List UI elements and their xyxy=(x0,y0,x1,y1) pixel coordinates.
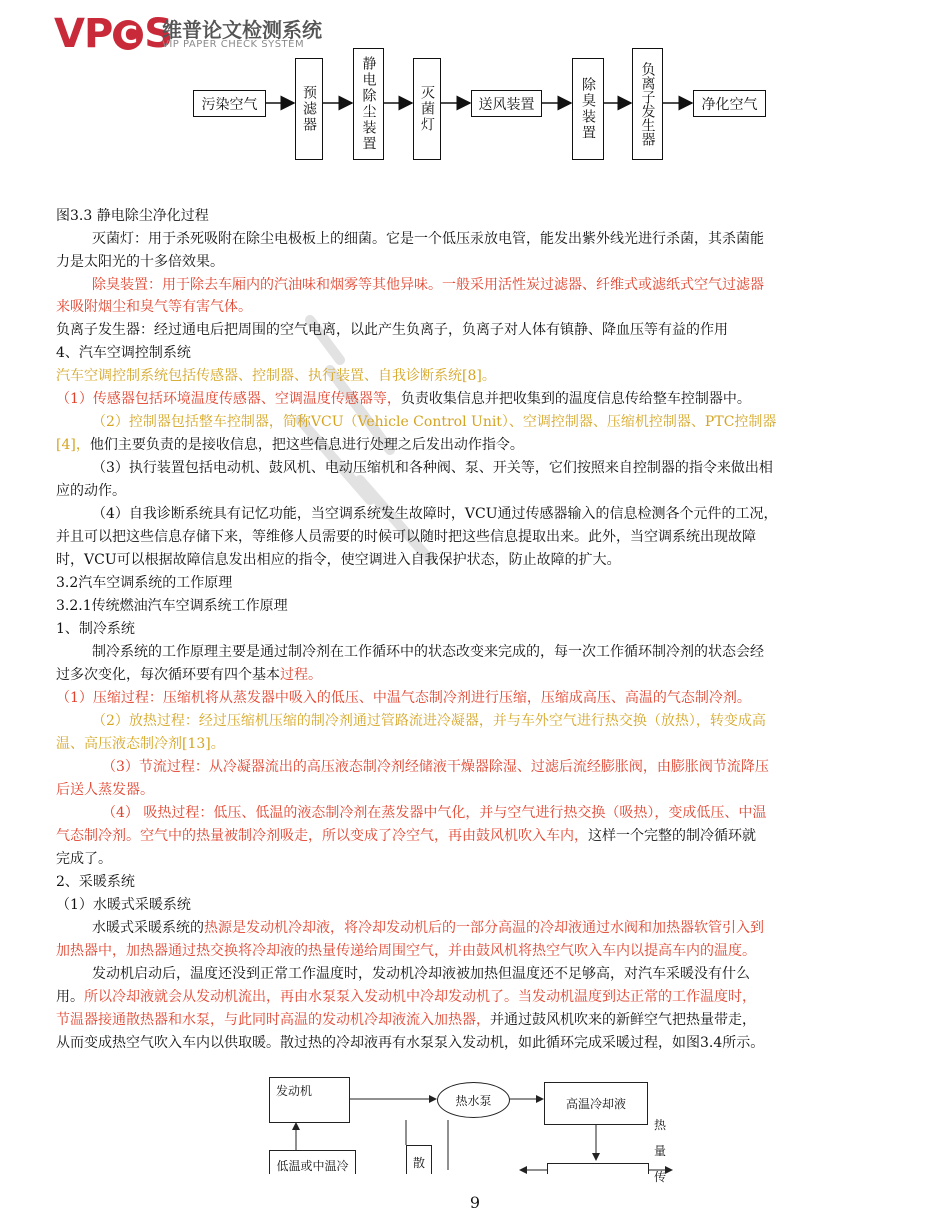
text-line xyxy=(56,253,224,271)
text-segment: 加热器中，加热器通过热交换将冷却液的热量传递给周围空气，并由鼓风机将热空气吹入车内以提高车内的温度。 xyxy=(56,943,756,959)
node-deodorizer xyxy=(572,58,604,160)
node-electrostatic-dust-collector xyxy=(353,48,384,160)
node-air-supply: 送风装置 xyxy=(471,90,542,117)
text-segment: 并通过鼓风机吹来的新鲜空气把热量带走， xyxy=(490,1012,756,1028)
side-label-char-2: 量 xyxy=(654,1144,667,1158)
figure-3-3-flow-diagram xyxy=(0,0,950,190)
text-segment: 力是太阳光的十多倍效果。 xyxy=(56,254,224,270)
node-prefilter xyxy=(295,58,323,160)
logo-english-name: VIP PAPER CHECK SYSTEM xyxy=(162,39,305,50)
text-line xyxy=(56,1011,756,1029)
node-purified-air: 净化空气 xyxy=(693,90,766,117)
text-segment: 时，VCU可以根据故障信息发出相应的指令，使空调进入自我保护状态，防止故障的扩大。 xyxy=(56,552,621,568)
logo-mark: VP C S xyxy=(54,11,173,57)
text-segment: 完成了。 xyxy=(56,851,112,867)
text-segment: 负离子发生器：经过通电后把周围的空气电离，以此产生负离子，负离子对人体有镇静、降血压等有益的作用 xyxy=(56,322,728,338)
text-segment: （3）节流过程：从冷凝器流出的高压液态制冷剂经储液干燥器除湿、过滤后流经膨胀阀，由膨胀阀节流降压 xyxy=(102,759,769,775)
text-segment: 2、采暖系统 xyxy=(56,874,135,890)
node-deodorizer-label: 除臭装置 xyxy=(580,77,596,141)
text-line xyxy=(56,689,751,707)
text-line xyxy=(92,919,764,937)
text-segment: 4、汽车空调控制系统 xyxy=(56,345,191,361)
text-line xyxy=(92,230,764,248)
box-low-temp-coolant: 低温或中温冷 xyxy=(269,1150,356,1174)
text-segment: （2）控制器包括整车控制器，简称VCU（Vehicle Control Unit）、空调控制器、压缩机控制器、PTC控制器 xyxy=(92,414,777,430)
text-line xyxy=(102,758,769,776)
text-segment: 过多次变化，每次循环要有四个基本 xyxy=(56,667,280,683)
text-segment: 他们主要负责的是接收信息，把这些信息进行处理之后发出动作指令。 xyxy=(89,437,524,453)
box-high-temp-coolant: 高温冷却液 xyxy=(544,1082,648,1125)
text-segment: 除臭装置：用于除去车厢内的汽油味和烟雾等其他异味。一般采用活性炭过滤器、纤维式或滤纸式空气过滤器 xyxy=(92,277,764,293)
text-line xyxy=(102,804,766,822)
text-line xyxy=(92,276,764,294)
page-number: 9 xyxy=(469,1193,481,1212)
text-line xyxy=(56,574,232,592)
text-line xyxy=(92,505,778,523)
text-segment: 负责收集信息并把收集到的温度信息传给整车控制器中。 xyxy=(400,391,751,407)
text-line xyxy=(92,459,773,477)
text-line xyxy=(56,781,154,799)
node-sterilization-label: 灭菌灯 xyxy=(419,85,435,133)
text-line xyxy=(56,551,621,569)
text-segment: 所以冷却液就会从发动机流出，再由水泵泵入发动机中冷却发动机了。当发动机温度到达正常的工作温度时， xyxy=(84,989,756,1005)
text-line xyxy=(56,298,252,316)
text-line xyxy=(56,390,751,408)
text-segment: 水暖式采暖系统的 xyxy=(92,920,204,936)
text-segment: 后送人蒸发器。 xyxy=(56,782,154,798)
text-segment: 灭菌灯：用于杀死吸附在除尘电极板上的细菌。它是一个低压汞放电管，能发出紫外线光进行杀菌，其杀菌能 xyxy=(92,231,764,247)
text-line xyxy=(56,367,496,385)
text-segment: （1）传感器包括环境温度传感器、空调温度传感器等， xyxy=(56,391,401,407)
node-negative-ion-label: 负离子发生器 xyxy=(639,62,656,146)
text-segment: 汽车空调控制系统包括传感器、控制器、执行装置、自我诊断系统[8]。 xyxy=(56,368,496,384)
node-sterilization-lamp xyxy=(413,58,441,160)
text-line xyxy=(56,620,135,638)
text-line xyxy=(56,735,225,753)
node-negative-ion-generator xyxy=(632,48,663,160)
text-segment: （4） 吸热过程：低压、低温的液态制冷剂在蒸发器中气化，并与空气进行热交换（吸热），变成低压、中温 xyxy=(102,805,767,821)
text-segment: 节温器接通散热器和水泵，与此同时高温的发动机冷却液流入加热器， xyxy=(56,1012,490,1028)
box-heater xyxy=(547,1163,649,1174)
text-segment: （1）压缩过程：压缩机将从蒸发器中吸入的低压、中温气态制冷剂进行压缩，压缩成高压、高温的气态制冷剂。 xyxy=(56,690,751,706)
text-segment: 过程。 xyxy=(280,667,322,683)
text-segment: 热源是发动机冷却液，将冷却发动机后的一部分高温的冷却液通过水阀和加热器软管引入到 xyxy=(204,920,764,936)
text-segment: 并且可以把这些信息存储下来，等维修人员需要的时候可以随时把这些信息提取出来。此外，当空调系统出现故障 xyxy=(56,529,756,545)
text-segment: 应的动作。 xyxy=(56,483,126,499)
text-line xyxy=(56,988,756,1006)
text-segment: 温、高压液态制冷剂[13]。 xyxy=(56,736,225,752)
text-line xyxy=(92,643,764,661)
box-engine: 发动机 xyxy=(269,1077,350,1123)
side-label-char-1: 热 xyxy=(654,1118,667,1132)
text-segment: （4）自我诊断系统具有记忆功能，当空调系统发生故障时，VCU通过传感器输入的信息检测各个元件的工况， xyxy=(92,506,778,522)
box-radiator: 散 xyxy=(406,1145,432,1174)
text-line xyxy=(56,597,288,615)
text-segment: （2）放热过程：经过压缩机压缩的制冷剂通过管路流进冷凝器，并与车外空气进行热交换（放热），转变成高 xyxy=(92,713,766,729)
node-prefilter-label: 预滤器 xyxy=(301,85,317,133)
text-segment: 来吸附烟尘和臭气等有害气体。 xyxy=(56,299,252,315)
text-line xyxy=(92,712,766,730)
text-segment: （3）执行装置包括电动机、鼓风机、电动压缩机和各种阀、泵、开关等，它们按照来自控制器的指令来做出相 xyxy=(92,460,773,476)
text-line xyxy=(56,321,728,339)
text-line xyxy=(56,482,126,500)
text-segment: 制冷系统的工作原理主要是通过制冷剂在工作循环中的状态改变来完成的，每一次工作循环制冷剂的状态会经 xyxy=(92,644,764,660)
text-segment: 用。 xyxy=(56,989,84,1005)
text-line xyxy=(92,965,750,983)
text-segment: 气态制冷剂。空气中的热量被制冷剂吸走，所以变成了冷空气，再由鼓风机吹入车内， xyxy=(56,828,588,844)
side-label-char-3: 传 xyxy=(654,1170,667,1184)
text-line xyxy=(56,942,756,960)
node-electrostatic-label: 静电除尘装置 xyxy=(360,56,377,152)
side-label-heat-transfer xyxy=(654,1112,668,1190)
figure-3-3-caption: 图3.3 静电除尘净化过程 xyxy=(56,208,209,224)
text-segment: 3.2.1传统燃油汽车空调系统工作原理 xyxy=(56,598,288,614)
text-segment: 3.2汽车空调系统的工作原理 xyxy=(56,575,233,591)
box-hot-water-pump: 热水泵 xyxy=(437,1082,510,1118)
text-line xyxy=(56,896,191,914)
text-segment: 1、制冷系统 xyxy=(56,621,135,637)
text-line xyxy=(56,827,756,845)
text-line xyxy=(56,436,524,454)
logo-chinese-name: 维普论文检测系统 xyxy=(162,18,322,42)
node-polluted-air: 污染空气 xyxy=(193,90,266,117)
text-segment: 发动机启动后，温度还没到正常工作温度时，发动机冷却液被加热但温度还不足够高，对汽车采暖没有什么 xyxy=(92,966,750,982)
text-line xyxy=(56,666,322,684)
text-segment: （1）水暖式采暖系统 xyxy=(56,897,191,913)
text-segment: 从而变成热空气吹入车内以供取暖。散过热的冷却液再有水泵泵入发动机，如此循环完成采暖过程，如图3.4所示。 xyxy=(56,1035,765,1051)
text-line xyxy=(56,344,191,362)
text-line xyxy=(56,873,135,891)
text-line xyxy=(56,528,756,546)
text-line xyxy=(92,413,776,431)
text-line xyxy=(56,850,112,868)
text-segment: [4]， xyxy=(56,437,90,453)
text-segment: 这样一个完整的制冷循环就 xyxy=(588,828,756,844)
text-line xyxy=(56,1034,764,1052)
